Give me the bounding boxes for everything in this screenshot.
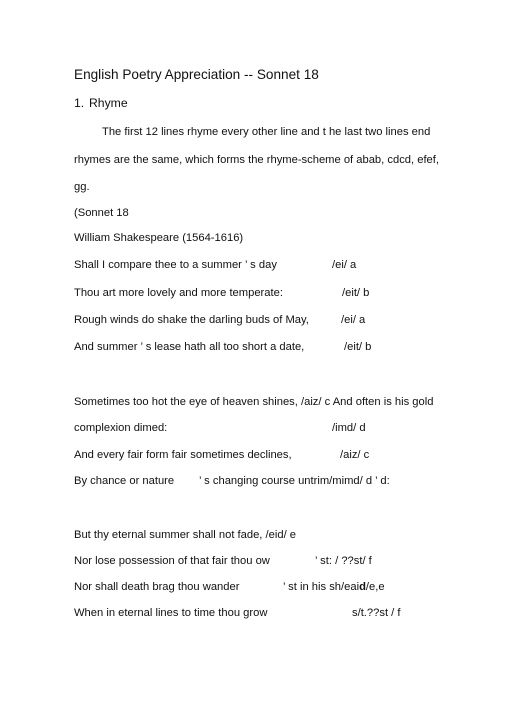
stanza3-line-1: But thy eternal summer shall not fade, /eid/ e xyxy=(74,529,297,541)
stanza3-line-2b: ’ st: / ??st/ f xyxy=(315,555,372,567)
stanza3-line-3b xyxy=(283,580,385,594)
page-title: English Poetry Appreciation -- Sonnet 18 xyxy=(74,67,319,82)
stanza1-rhyme-3: /ei/ a xyxy=(341,314,366,326)
stanza3-line-3a: Nor shall death brag thou wander xyxy=(74,581,240,593)
stanza1-line-1: Shall I compare thee to a summer ’ s day xyxy=(74,259,277,271)
intro-line-3: gg. xyxy=(74,181,90,193)
stanza2-line-1: Sometimes too hot the eye of heaven shines, /aiz/ c And often is his gold xyxy=(74,396,434,408)
poem-title: (Sonnet 18 xyxy=(74,207,129,219)
stanza2-line-2: complexion dimed: xyxy=(74,422,168,434)
stanza3-line-2a: Nor lose possession of that fair thou ow xyxy=(74,555,270,567)
stanza2-line-4b: ’ s changing course untrim/mimd/ d ’ d: xyxy=(199,475,390,487)
stanza2-rhyme-3: /aiz/ c xyxy=(340,449,370,461)
stanza1-line-4: And summer ’ s lease hath all too short a date, xyxy=(74,341,305,353)
intro-line-2: rhymes are the same, which forms the rhyme-scheme of abab, cdcd, efef, xyxy=(74,154,439,166)
stanza1-line-3: Rough winds do shake the darling buds of May, xyxy=(74,314,309,326)
section-number: 1. xyxy=(74,96,85,110)
stanza1-rhyme-4: /eit/ b xyxy=(344,341,372,353)
section-heading: Rhyme xyxy=(89,96,128,110)
stanza1-rhyme-2: /eit/ b xyxy=(342,287,370,299)
stanza3-line-3b-part2: /e,e xyxy=(365,581,385,593)
stanza3-line-3b-bold: d xyxy=(359,581,366,593)
intro-line-1: The first 12 lines rhyme every other line and t he last two lines end xyxy=(102,126,431,138)
stanza3-line-3b-part1: ’ st in his sh/eai xyxy=(283,581,360,593)
poem-author: William Shakespeare (1564-1616) xyxy=(74,232,244,244)
stanza3-line-4a: When in eternal lines to time thou grow xyxy=(74,607,268,619)
stanza1-rhyme-1: /ei/ a xyxy=(332,259,357,271)
stanza2-rhyme-2: /imd/ d xyxy=(332,422,366,434)
stanza2-line-3: And every fair form fair sometimes declines, xyxy=(74,449,292,461)
stanza1-line-2: Thou art more lovely and more temperate: xyxy=(74,287,283,299)
stanza3-line-4b: s/t.??st / f xyxy=(352,607,401,619)
stanza2-line-4a: By chance or nature xyxy=(74,475,175,487)
